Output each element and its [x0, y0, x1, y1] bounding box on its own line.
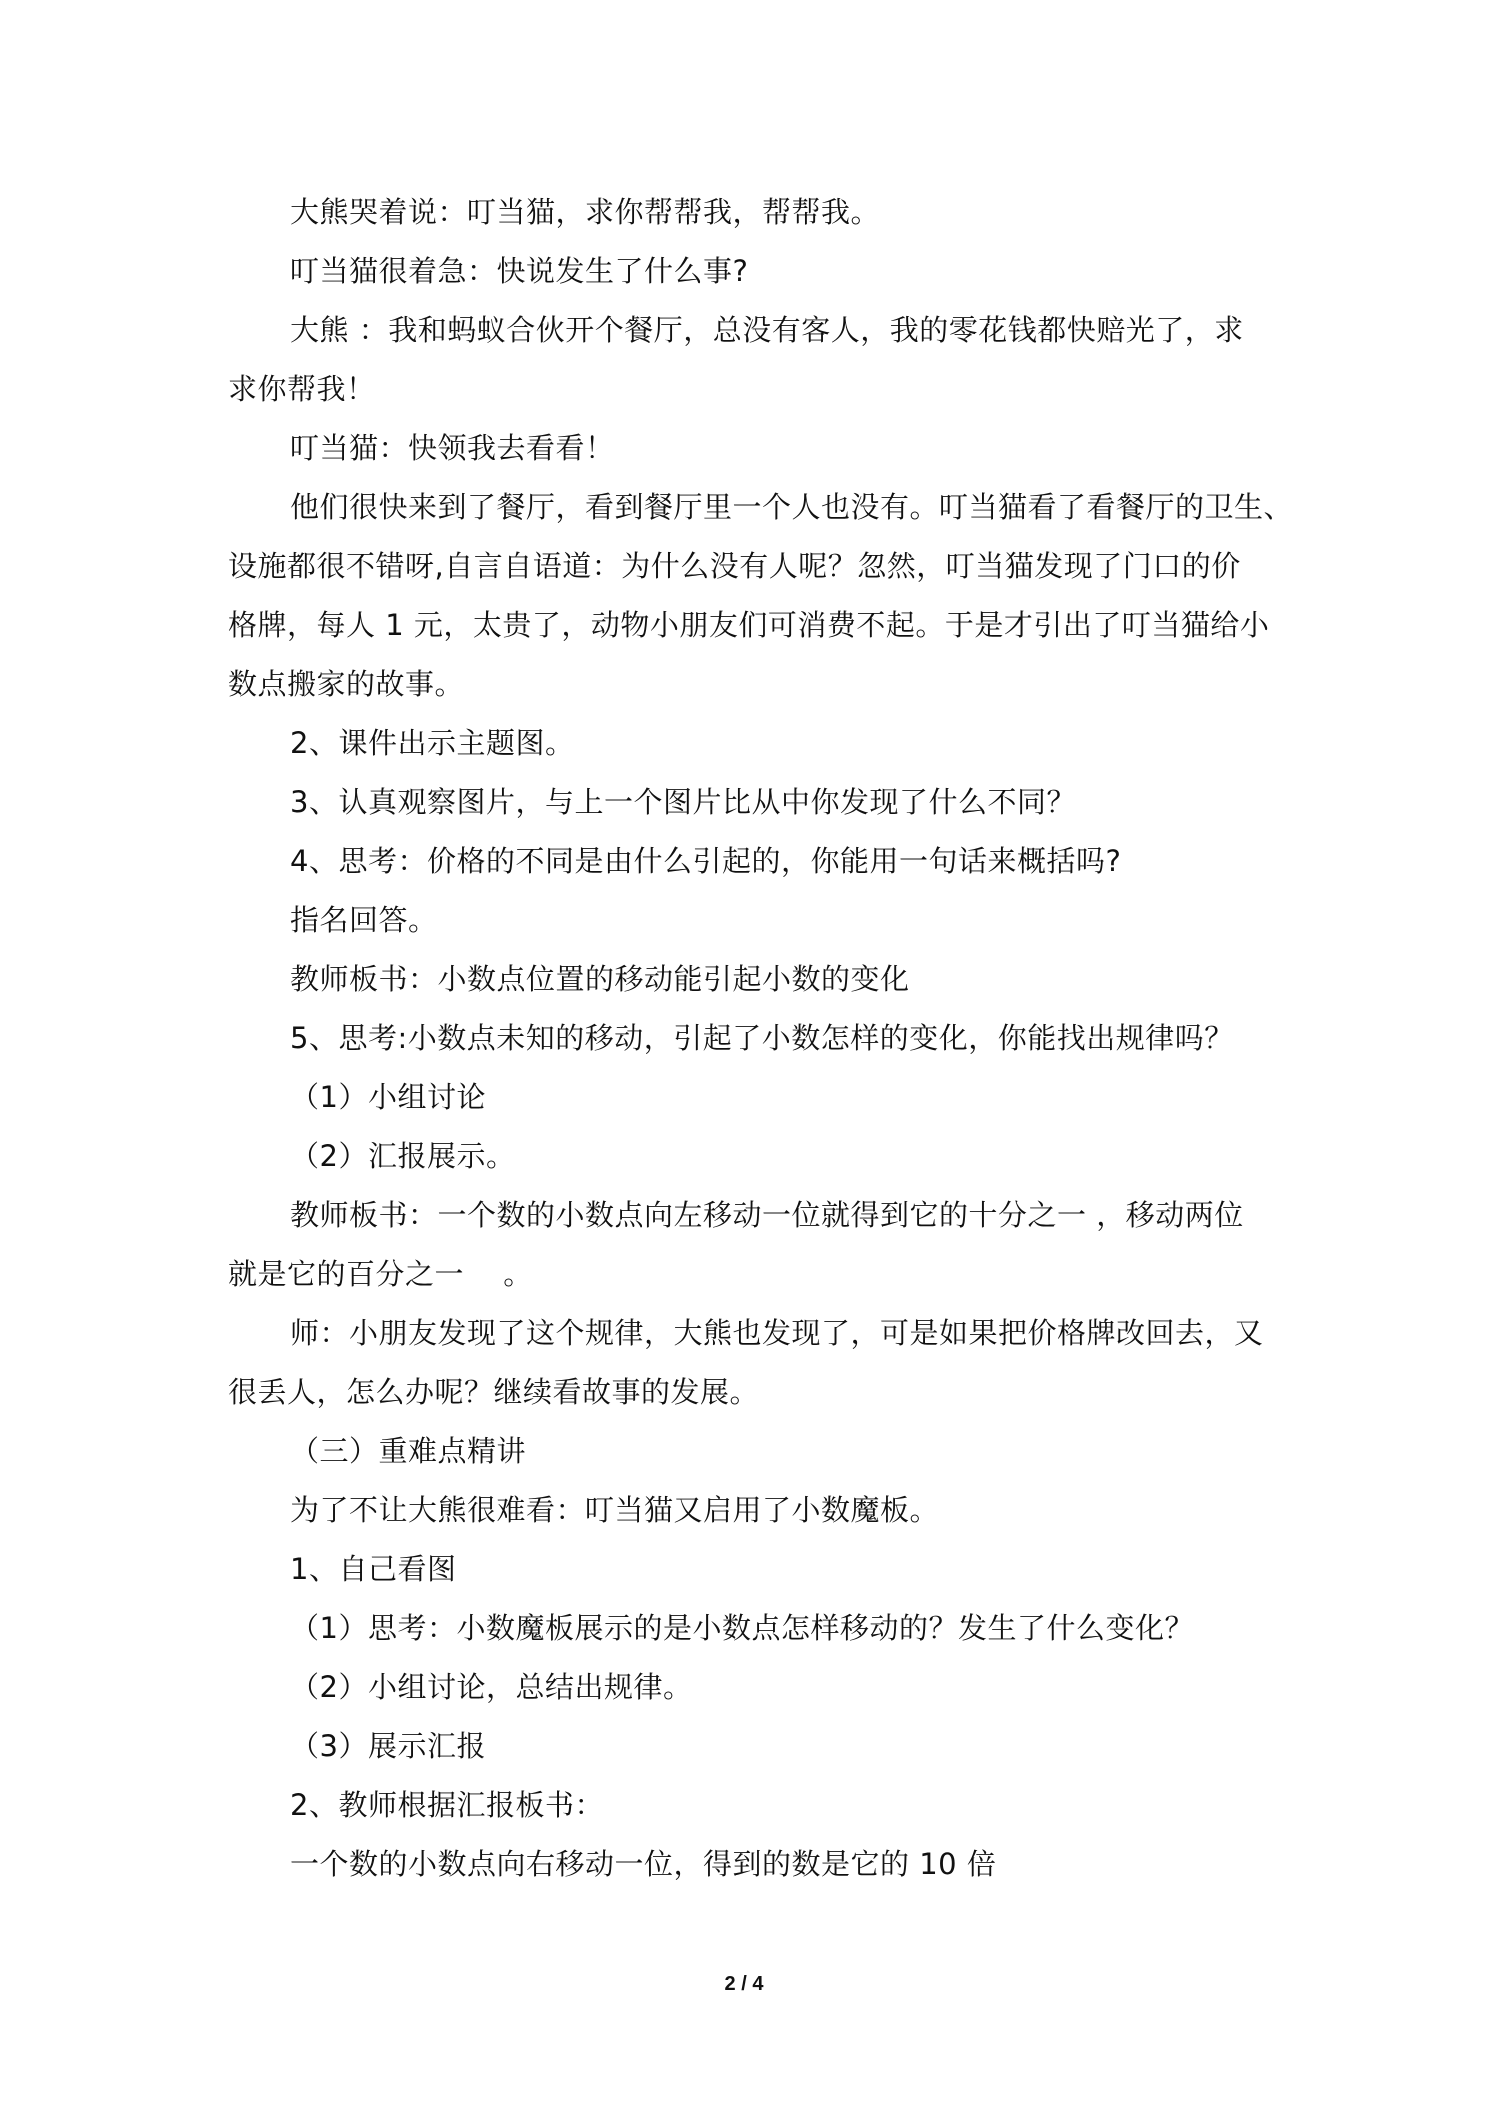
- text-line: 5、思考:小数点未知的移动，引起了小数怎样的变化，你能找出规律吗？: [290, 1021, 1234, 1055]
- text-line: 他们很快来到了餐厅，看到餐厅里一个人也没有。叮当猫看了看餐厅的卫生、: [290, 490, 1294, 524]
- text-line: 格牌，每人 1 元，太贵了，动物小朋友们可消费不起。于是才引出了叮当猫给小: [228, 608, 1270, 642]
- page-number: 2 / 4: [724, 1973, 764, 1995]
- text-line: 教师板书：一个数的小数点向左移动一位就得到它的十分之一 ，移动两位: [290, 1198, 1244, 1232]
- text-line: 求你帮我！: [228, 372, 376, 406]
- text-line: 教师板书：小数点位置的移动能引起小数的变化: [290, 962, 910, 996]
- text-line: 叮当猫很着急：快说发生了什么事?: [290, 254, 749, 288]
- text-line: 4、思考：价格的不同是由什么引起的，你能用一句话来概括吗?: [290, 844, 1122, 878]
- text-line: 大熊 ：我和蚂蚁合伙开个餐厅，总没有客人，我的零花钱都快赔光了，求: [290, 313, 1244, 347]
- text-line: 2、课件出示主题图。: [290, 726, 575, 760]
- text-line: （1）思考：小数魔板展示的是小数点怎样移动的？发生了什么变化？: [290, 1611, 1194, 1645]
- section-heading: （三）重难点精讲: [290, 1434, 527, 1468]
- text-line: 师：小朋友发现了这个规律，大熊也发现了，可是如果把价格牌改回去，又: [290, 1316, 1264, 1350]
- text-line: 为了不让大熊很难看：叮当猫又启用了小数魔板。: [290, 1493, 940, 1527]
- text-line: 就是它的百分之一 。: [228, 1257, 533, 1291]
- text-line: 叮当猫：快领我去看看！: [290, 431, 615, 465]
- text-line: 设施都很不错呀,自言自语道：为什么没有人呢？忽然，叮当猫发现了门口的价: [228, 549, 1241, 583]
- text-line: 指名回答。: [290, 903, 438, 937]
- text-line: 一个数的小数点向右移动一位，得到的数是它的 10 倍: [290, 1847, 997, 1881]
- text-line: （3）展示汇报: [290, 1729, 486, 1763]
- text-line: 很丢人，怎么办呢？继续看故事的发展。: [228, 1375, 760, 1409]
- text-line: 1、自己看图: [290, 1552, 457, 1586]
- text-line: 2、教师根据汇报板书：: [290, 1788, 604, 1822]
- text-line: 大熊哭着说：叮当猫，求你帮帮我，帮帮我。: [290, 195, 881, 229]
- text-line: 3、认真观察图片，与上一个图片比从中你发现了什么不同？: [290, 785, 1076, 819]
- text-line: （2）汇报展示。: [290, 1139, 516, 1173]
- text-line: （1）小组讨论: [290, 1080, 486, 1114]
- text-line: （2）小组讨论，总结出规律。: [290, 1670, 693, 1704]
- text-line: 数点搬家的故事。: [228, 667, 465, 701]
